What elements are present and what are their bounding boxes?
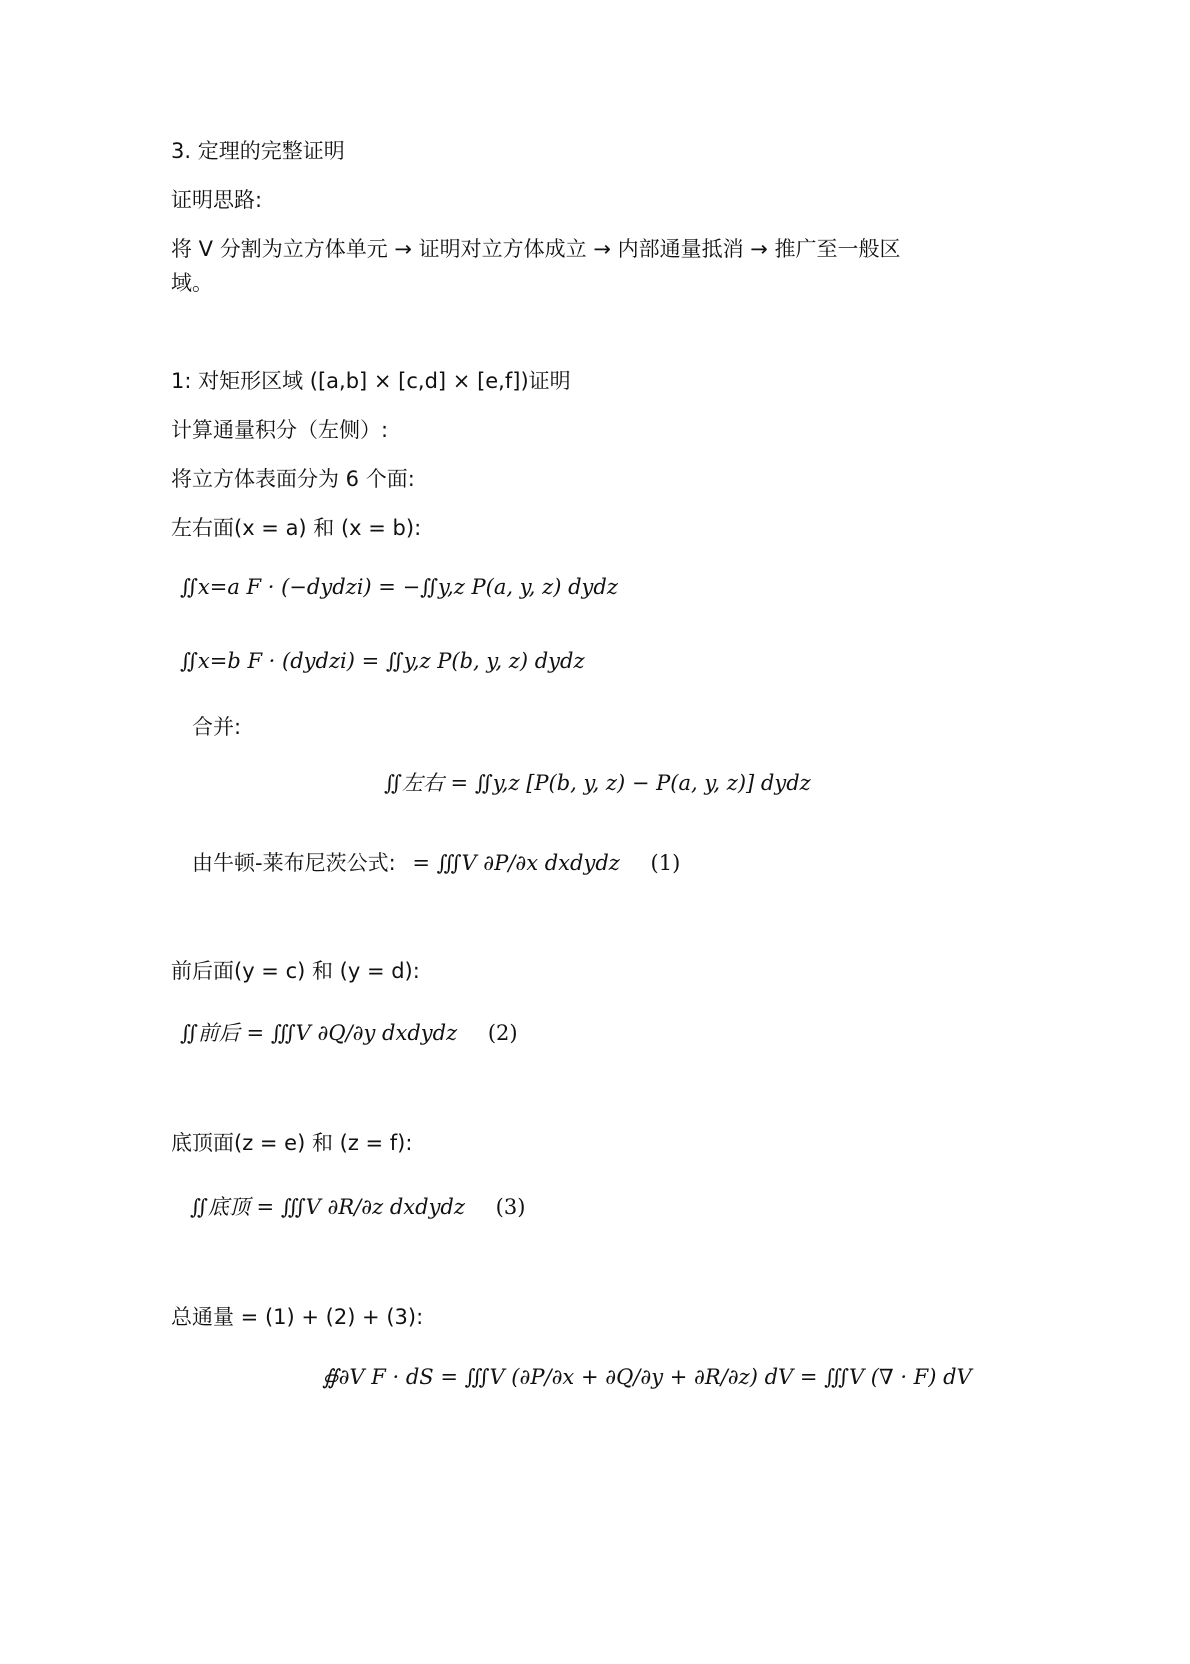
total-flux-label: 总通量 = (1) + (2) + (3): xyxy=(171,1305,424,1329)
equation-newton: = ∭V ∂P/∂x dxdydz xyxy=(412,851,620,875)
compute-label: 计算通量积分（左侧）: xyxy=(171,418,389,442)
equation-bottom-top-line xyxy=(190,1192,525,1222)
equation-tag-1: (1) xyxy=(650,851,681,875)
equation-front-back-line xyxy=(180,1018,518,1048)
newton-leibniz-line xyxy=(192,848,680,878)
merge-label: 合并: xyxy=(192,715,242,739)
proof-idea-line1: 将 V 分割为立方体单元 → 证明对立方体成立 → 内部通量抵消 → 推广至一般区 xyxy=(171,237,901,261)
equation-left-face: ∬x=a F · (−dydzi) = −∬y,z P(a, y, z) dydz xyxy=(180,575,618,599)
proof-idea-line2: 域。 xyxy=(171,271,213,295)
split-label: 将立方体表面分为 6 个面: xyxy=(171,467,415,491)
equation-tag-2: (2) xyxy=(487,1021,518,1045)
newton-leibniz-label: 由牛顿-莱布尼茨公式: xyxy=(192,851,396,875)
equation-merged: ∬左右 = ∬y,z [P(b, y, z) − P(a, y, z)] dydz xyxy=(384,771,811,795)
step1-title: 1: 对矩形区域 ([a,b] × [c,d] × [e,f])证明 xyxy=(171,369,571,393)
equation-bottom-top: ∬底顶 = ∭V ∂R/∂z dxdydz xyxy=(190,1195,465,1219)
proof-idea-label: 证明思路: xyxy=(171,188,263,212)
section-title: 3. 定理的完整证明 xyxy=(171,139,345,163)
front-back-faces-label: 前后面(y = c) 和 (y = d): xyxy=(171,959,420,983)
bottom-top-faces-label: 底顶面(z = e) 和 (z = f): xyxy=(171,1131,413,1155)
equation-right-face: ∬x=b F · (dydzi) = ∬y,z P(b, y, z) dydz xyxy=(180,649,585,673)
equation-front-back: ∬前后 = ∭V ∂Q/∂y dxdydz xyxy=(180,1021,458,1045)
equation-divergence-theorem: ∯∂V F · dS = ∭V (∂P/∂x + ∂Q/∂y + ∂R/∂z) dV = ∭V (∇ · F) dV xyxy=(322,1365,972,1389)
equation-tag-3: (3) xyxy=(495,1195,526,1219)
left-right-faces-label: 左右面(x = a) 和 (x = b): xyxy=(171,516,422,540)
